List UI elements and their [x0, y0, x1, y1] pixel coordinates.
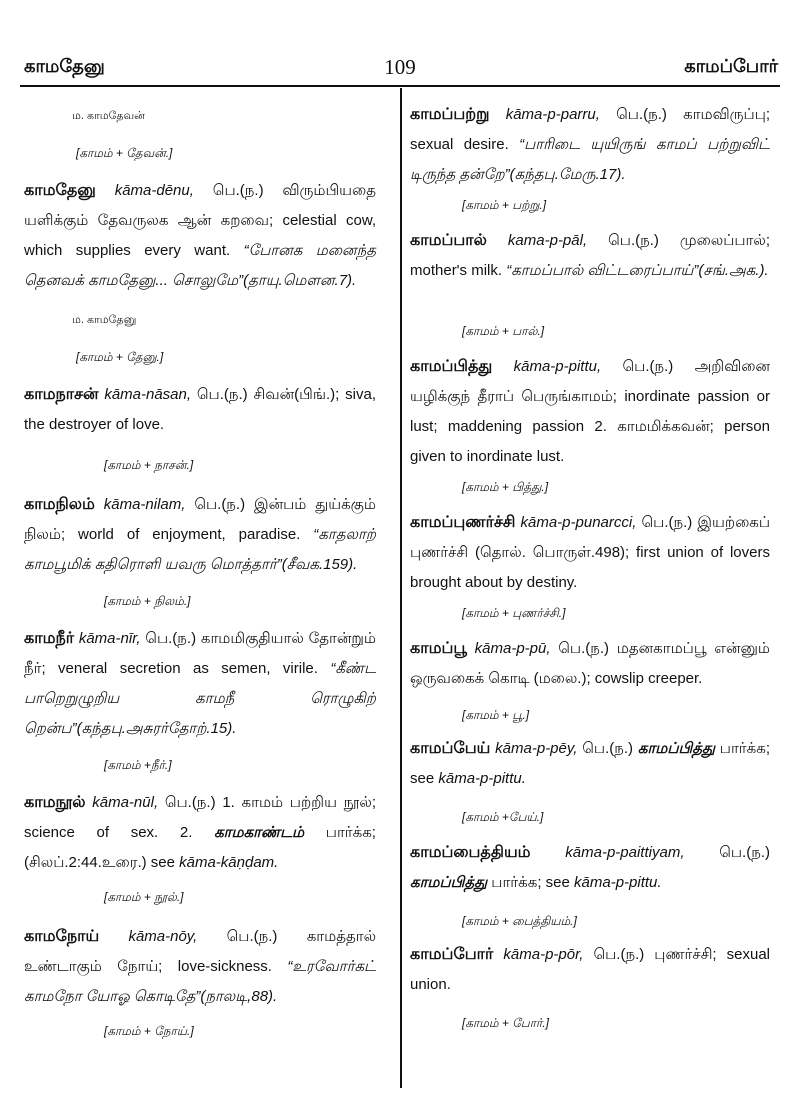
transliteration: kāma-p-pōr,	[503, 946, 584, 963]
quotation: “உரவோர்கட் காமநோ யோஓ கொடிதே”(நாலடி,88).	[24, 958, 376, 1005]
grammar-tag: பெ.(ந.)	[582, 740, 634, 757]
transliteration: kāma-p-punarcci,	[520, 514, 637, 531]
grammar-tag: பெ.(ந.)	[622, 358, 674, 375]
etymology: [காமம் +பேய்.]	[462, 810, 544, 824]
etymology: [காமம் + பற்று.]	[462, 198, 547, 212]
cross-reference: காமப்பித்து	[410, 874, 488, 891]
headword: காமப்புணர்ச்சி	[410, 514, 516, 531]
gloss: புணர்ச்சி; sexual union.	[410, 946, 770, 993]
see-reference: kāma-kāṇḍam.	[179, 854, 279, 871]
transliteration: kāma-nūl,	[92, 794, 159, 811]
running-head-right: காமப்போர்	[684, 56, 778, 76]
cross-reference: காமகாண்டம்	[214, 824, 305, 841]
ma-line: ம. காமதேனு	[72, 314, 137, 326]
transliteration: kāma-p-paittiyam,	[565, 844, 685, 861]
gloss: அறிவினை யழிக்குந் தீராப் பெருங்காமம்; inordinate passion or lust; maddening passion 2. காமமிக்கவன்; person given to inordinate lust.	[410, 358, 771, 465]
etymology: [காமம் + நாசன்.]	[104, 458, 194, 472]
running-head-left: காமதேனு	[24, 56, 105, 76]
transliteration: kāma-nīr,	[78, 630, 141, 647]
headword: காமப்போர்	[410, 946, 494, 963]
gloss: மதனகாமப்பூ என்னும் ஒருவகைக் கொடி (மலை.); cowslip creeper.	[410, 640, 770, 687]
gloss: பார்க்க; see	[410, 740, 770, 787]
ma-line: ம. காமதேவன்	[72, 110, 145, 122]
quotation: “கீண்ட பாறெறுழுறிய காமநீ ரொழுகிற் றென்ப”(கந்தபு.அசுரர்தோற்.15).	[24, 660, 377, 737]
headword: காமப்பைத்தியம்	[410, 844, 531, 861]
page-header	[0, 0, 800, 86]
quotation: “போனக மனைந்த தெனவக் காமதேனு... சொலுமே”(தாயு.மௌன.7).	[24, 242, 376, 289]
header-rule	[20, 85, 780, 87]
grammar-tag: பெ.(ந.)	[226, 928, 278, 945]
dictionary-entry	[24, 490, 376, 580]
gloss: பார்க்க; (சிலப்.2:44.உரை.) see	[24, 824, 376, 871]
dictionary-entry	[24, 624, 376, 744]
gloss: பார்க்க; see	[491, 874, 570, 891]
cross-reference: காமப்பித்து	[637, 740, 715, 757]
gloss: காமமிகுதியால் தோன்றும் நீர்; veneral secretion as semen, virile.	[24, 630, 376, 677]
grammar-tag: பெ.(ந.)	[616, 106, 667, 123]
headword: காமப்பற்று	[410, 106, 490, 123]
gloss: முலைப்பால்; mother's milk.	[410, 232, 771, 279]
dictionary-entry	[410, 226, 770, 286]
grammar-tag: பெ.(ந.)	[719, 844, 771, 861]
transliteration: kāma-nāsan,	[104, 386, 192, 403]
quotation: “காமப்பால் விட்டரைப்பாய்”(சங்.அக.).	[506, 262, 769, 279]
dictionary-entry	[410, 940, 770, 1000]
gloss: விரும்பியதை யளிக்கும் தேவருலக ஆன் கறவை; celestial cow, which supplies every want.	[24, 182, 376, 259]
etymology: [காமம் + போர்.]	[462, 1016, 549, 1030]
dictionary-entry	[410, 508, 770, 598]
transliteration: kāma-p-pittu,	[513, 358, 602, 375]
etymology: [காமம் + புணர்ச்சி.]	[462, 606, 566, 620]
headword: காமநாசன்	[24, 386, 99, 403]
headword: காமப்பேய்	[410, 740, 491, 757]
transliteration: kāma-dēnu,	[114, 182, 194, 199]
transliteration: kama-p-pāl,	[507, 232, 588, 249]
headword: காமப்பால்	[410, 232, 487, 249]
etymology: [காமம் +நீர்.]	[104, 758, 172, 772]
transliteration: kāma-nōy,	[128, 928, 198, 945]
grammar-tag: பெ.(ந.)	[194, 496, 246, 513]
dictionary-entry	[24, 176, 376, 296]
gloss: 1. காமம் பற்றிய நூல்; science of sex. 2.	[24, 794, 376, 841]
dictionary-entry	[410, 100, 770, 190]
grammar-tag: பெ.(ந.)	[558, 640, 610, 657]
grammar-tag: பெ.(ந.)	[641, 514, 693, 531]
dictionary-entry	[24, 380, 376, 440]
transliteration: kāma-p-parru,	[505, 106, 600, 123]
etymology: [காமம் + நிலம்.]	[104, 594, 191, 608]
transliteration: kāma-p-pēy,	[495, 740, 578, 757]
gloss: காமத்தால் உண்டாகும் நோய்; love-sickness.	[24, 928, 377, 975]
grammar-tag: பெ.(ந.)	[164, 794, 216, 811]
etymology: [காமம் + நோய்.]	[104, 1024, 194, 1038]
headword: காமப்பித்து	[410, 358, 493, 375]
dictionary-entry	[24, 788, 376, 878]
see-reference: kāma-p-pittu.	[438, 770, 526, 787]
grammar-tag: பெ.(ந.)	[608, 232, 659, 249]
grammar-tag: பெ.(ந.)	[593, 946, 645, 963]
etymology: [காமம் + தேவன்.]	[76, 146, 173, 160]
grammar-tag: பெ.(ந.)	[196, 386, 248, 403]
quotation: “காதலாற் காமபூமிக் கதிரொளி யவரு மொத்தார்”(சீவக.159).	[24, 526, 376, 573]
etymology: [காமம் + பால்.]	[462, 324, 545, 338]
headword: காமதேனு	[24, 182, 96, 199]
grammar-tag: பெ.(ந.)	[212, 182, 264, 199]
gloss: சிவன்(பிங்.); siva, the destroyer of love.	[24, 386, 376, 433]
grammar-tag: பெ.(ந.)	[145, 630, 197, 647]
page-number: 109	[384, 55, 416, 79]
transliteration: kāma-nilam,	[103, 496, 186, 513]
dictionary-entry	[410, 634, 770, 694]
etymology: [காமம் + பித்து.]	[462, 480, 549, 494]
dictionary-entry	[24, 922, 376, 1012]
headword: காமப்பூ	[410, 640, 467, 657]
etymology: [காமம் + பூ.]	[462, 708, 530, 722]
etymology: [காமம் + பைத்தியம்.]	[462, 914, 577, 928]
headword: காமநூல்	[24, 794, 86, 811]
gloss: இயற்கைப் புணர்ச்சி (தொல். பொருள்.498); first union of lovers brought about by destiny.	[410, 514, 771, 591]
headword: காமநிலம்	[24, 496, 95, 513]
transliteration: kāma-p-pū,	[474, 640, 551, 657]
dictionary-entry	[410, 352, 770, 472]
dictionary-entry	[410, 734, 770, 794]
dictionary-entry	[410, 838, 770, 898]
see-reference: kāma-p-pittu.	[574, 874, 662, 891]
quotation: “பாரிடை யுயிருங் காமப் பற்றுவிட் டிருந்த தன்றே”(கந்தபு.மேரு.17).	[410, 136, 770, 183]
etymology: [காமம் + நூல்.]	[104, 890, 184, 904]
column-divider	[400, 88, 402, 1088]
gloss: காமவிருப்பு; sexual desire.	[410, 106, 771, 153]
etymology: [காமம் + தேனு.]	[76, 350, 164, 364]
headword: காமநீர்	[24, 630, 75, 647]
headword: காமநோய்	[24, 928, 100, 945]
gloss: இன்பம் துய்க்கும் நிலம்; world of enjoyment, paradise.	[24, 496, 376, 543]
